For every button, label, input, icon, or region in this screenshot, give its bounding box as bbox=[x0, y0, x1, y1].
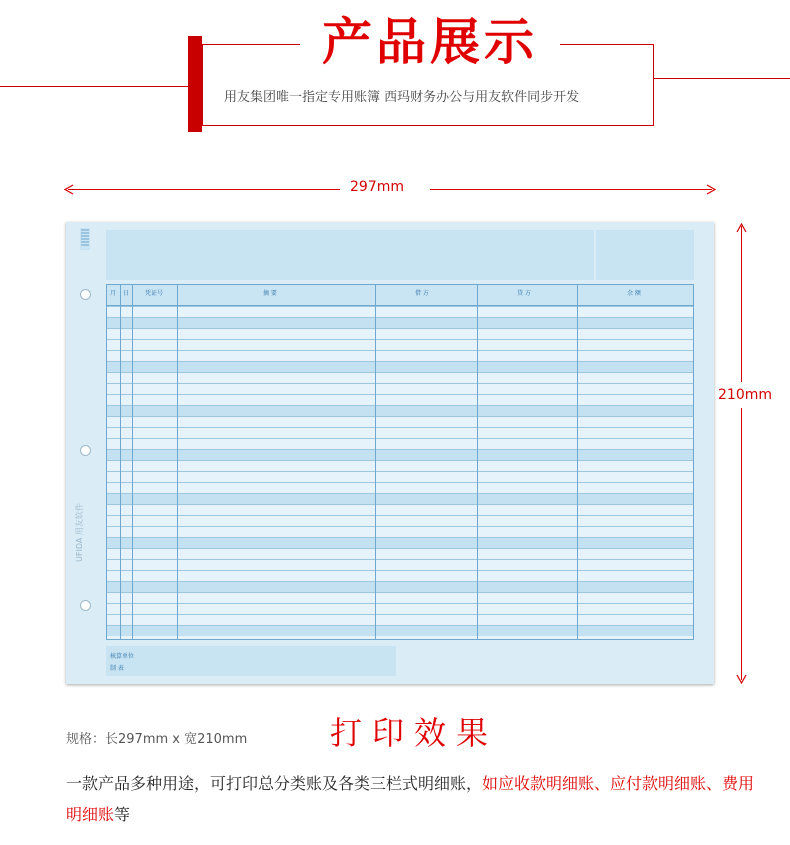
description-part-1: 一款产品多种用途，可打印总分类账及各类三栏式明细账， bbox=[66, 774, 483, 793]
row-line bbox=[107, 482, 693, 483]
column-divider bbox=[177, 285, 178, 639]
row-line bbox=[107, 493, 693, 494]
row-line bbox=[107, 548, 693, 549]
column-divider bbox=[120, 285, 121, 639]
header-line-left bbox=[0, 86, 202, 87]
ledger-paper bbox=[66, 222, 714, 684]
row-line bbox=[107, 405, 693, 406]
row-line bbox=[107, 603, 693, 604]
arrow-down-icon bbox=[736, 674, 747, 684]
row-band bbox=[107, 626, 693, 636]
description-part-3: 等 bbox=[114, 805, 131, 824]
row-line bbox=[107, 317, 693, 318]
description-highlight: 如应收款明细账、应付款明细账、费用明细账 bbox=[66, 774, 755, 824]
paper-footer bbox=[106, 646, 396, 676]
row-line bbox=[107, 361, 693, 362]
footer-unit-label: 核算单位 bbox=[110, 653, 135, 660]
column-divider bbox=[577, 285, 578, 639]
row-line bbox=[107, 526, 693, 527]
row-band bbox=[107, 538, 693, 548]
side-brand-text: UFIDA 用友软件 bbox=[75, 503, 84, 562]
column-header-summary: 摘 要 bbox=[263, 290, 277, 297]
binding-hole bbox=[80, 445, 91, 456]
row-line bbox=[107, 306, 693, 307]
paper-header-box bbox=[596, 230, 694, 280]
width-dimension-line-left bbox=[68, 189, 340, 190]
row-line bbox=[107, 416, 693, 417]
row-band bbox=[107, 582, 693, 592]
ledger-header bbox=[107, 285, 693, 306]
height-dimension-line-bottom bbox=[741, 408, 742, 680]
row-line bbox=[107, 350, 693, 351]
row-line bbox=[107, 614, 693, 615]
column-header-month: 月 bbox=[110, 290, 117, 297]
column-divider bbox=[375, 285, 376, 639]
footer-maker-label: 制 表 bbox=[110, 665, 124, 672]
row-line bbox=[107, 328, 693, 329]
paper-header-area bbox=[106, 230, 594, 280]
print-effect-title: 打印效果 bbox=[330, 714, 499, 752]
header-line-right bbox=[654, 78, 790, 79]
column-header-credit: 贷 方 bbox=[517, 290, 531, 297]
arrow-up-icon bbox=[736, 223, 747, 233]
column-header-voucher: 凭证号 bbox=[145, 290, 164, 297]
header-accent-bar bbox=[188, 36, 202, 132]
row-line bbox=[107, 383, 693, 384]
row-line bbox=[107, 427, 693, 428]
row-line bbox=[107, 570, 693, 571]
arrow-right-icon bbox=[706, 184, 716, 195]
product-description bbox=[66, 768, 756, 830]
row-line bbox=[107, 504, 693, 505]
row-line bbox=[107, 372, 693, 373]
row-line bbox=[107, 394, 693, 395]
column-divider bbox=[477, 285, 478, 639]
column-header-day: 日 bbox=[123, 290, 130, 297]
row-band bbox=[107, 318, 693, 328]
row-line bbox=[107, 515, 693, 516]
row-line bbox=[107, 559, 693, 560]
binding-hole bbox=[80, 289, 91, 300]
row-line bbox=[107, 438, 693, 439]
spec-text: 规格：长297mm x 宽210mm bbox=[66, 732, 248, 747]
row-line bbox=[107, 537, 693, 538]
height-dimension-line-top bbox=[741, 226, 742, 382]
row-line bbox=[107, 471, 693, 472]
row-line bbox=[107, 460, 693, 461]
row-line bbox=[107, 625, 693, 626]
row-line bbox=[107, 592, 693, 593]
height-label: 210mm bbox=[718, 387, 772, 403]
row-band bbox=[107, 362, 693, 372]
row-band bbox=[107, 406, 693, 416]
binding-hole bbox=[80, 600, 91, 611]
row-line bbox=[107, 339, 693, 340]
column-divider bbox=[132, 285, 133, 639]
width-dimension-line-right bbox=[430, 189, 712, 190]
ledger-grid bbox=[106, 284, 694, 640]
column-header-balance: 余 额 bbox=[627, 290, 641, 297]
width-label: 297mm bbox=[350, 179, 404, 195]
column-header-debit: 借 方 bbox=[415, 290, 429, 297]
row-band bbox=[107, 494, 693, 504]
row-line bbox=[107, 581, 693, 582]
row-band bbox=[107, 450, 693, 460]
barcode-icon bbox=[80, 228, 90, 250]
page-subtitle: 用友集团唯一指定专用账簿 西玛财务办公与用友软件同步开发 bbox=[224, 90, 580, 105]
page-title: 产品展示 bbox=[300, 10, 560, 74]
row-line bbox=[107, 449, 693, 450]
arrow-left-icon bbox=[64, 184, 74, 195]
